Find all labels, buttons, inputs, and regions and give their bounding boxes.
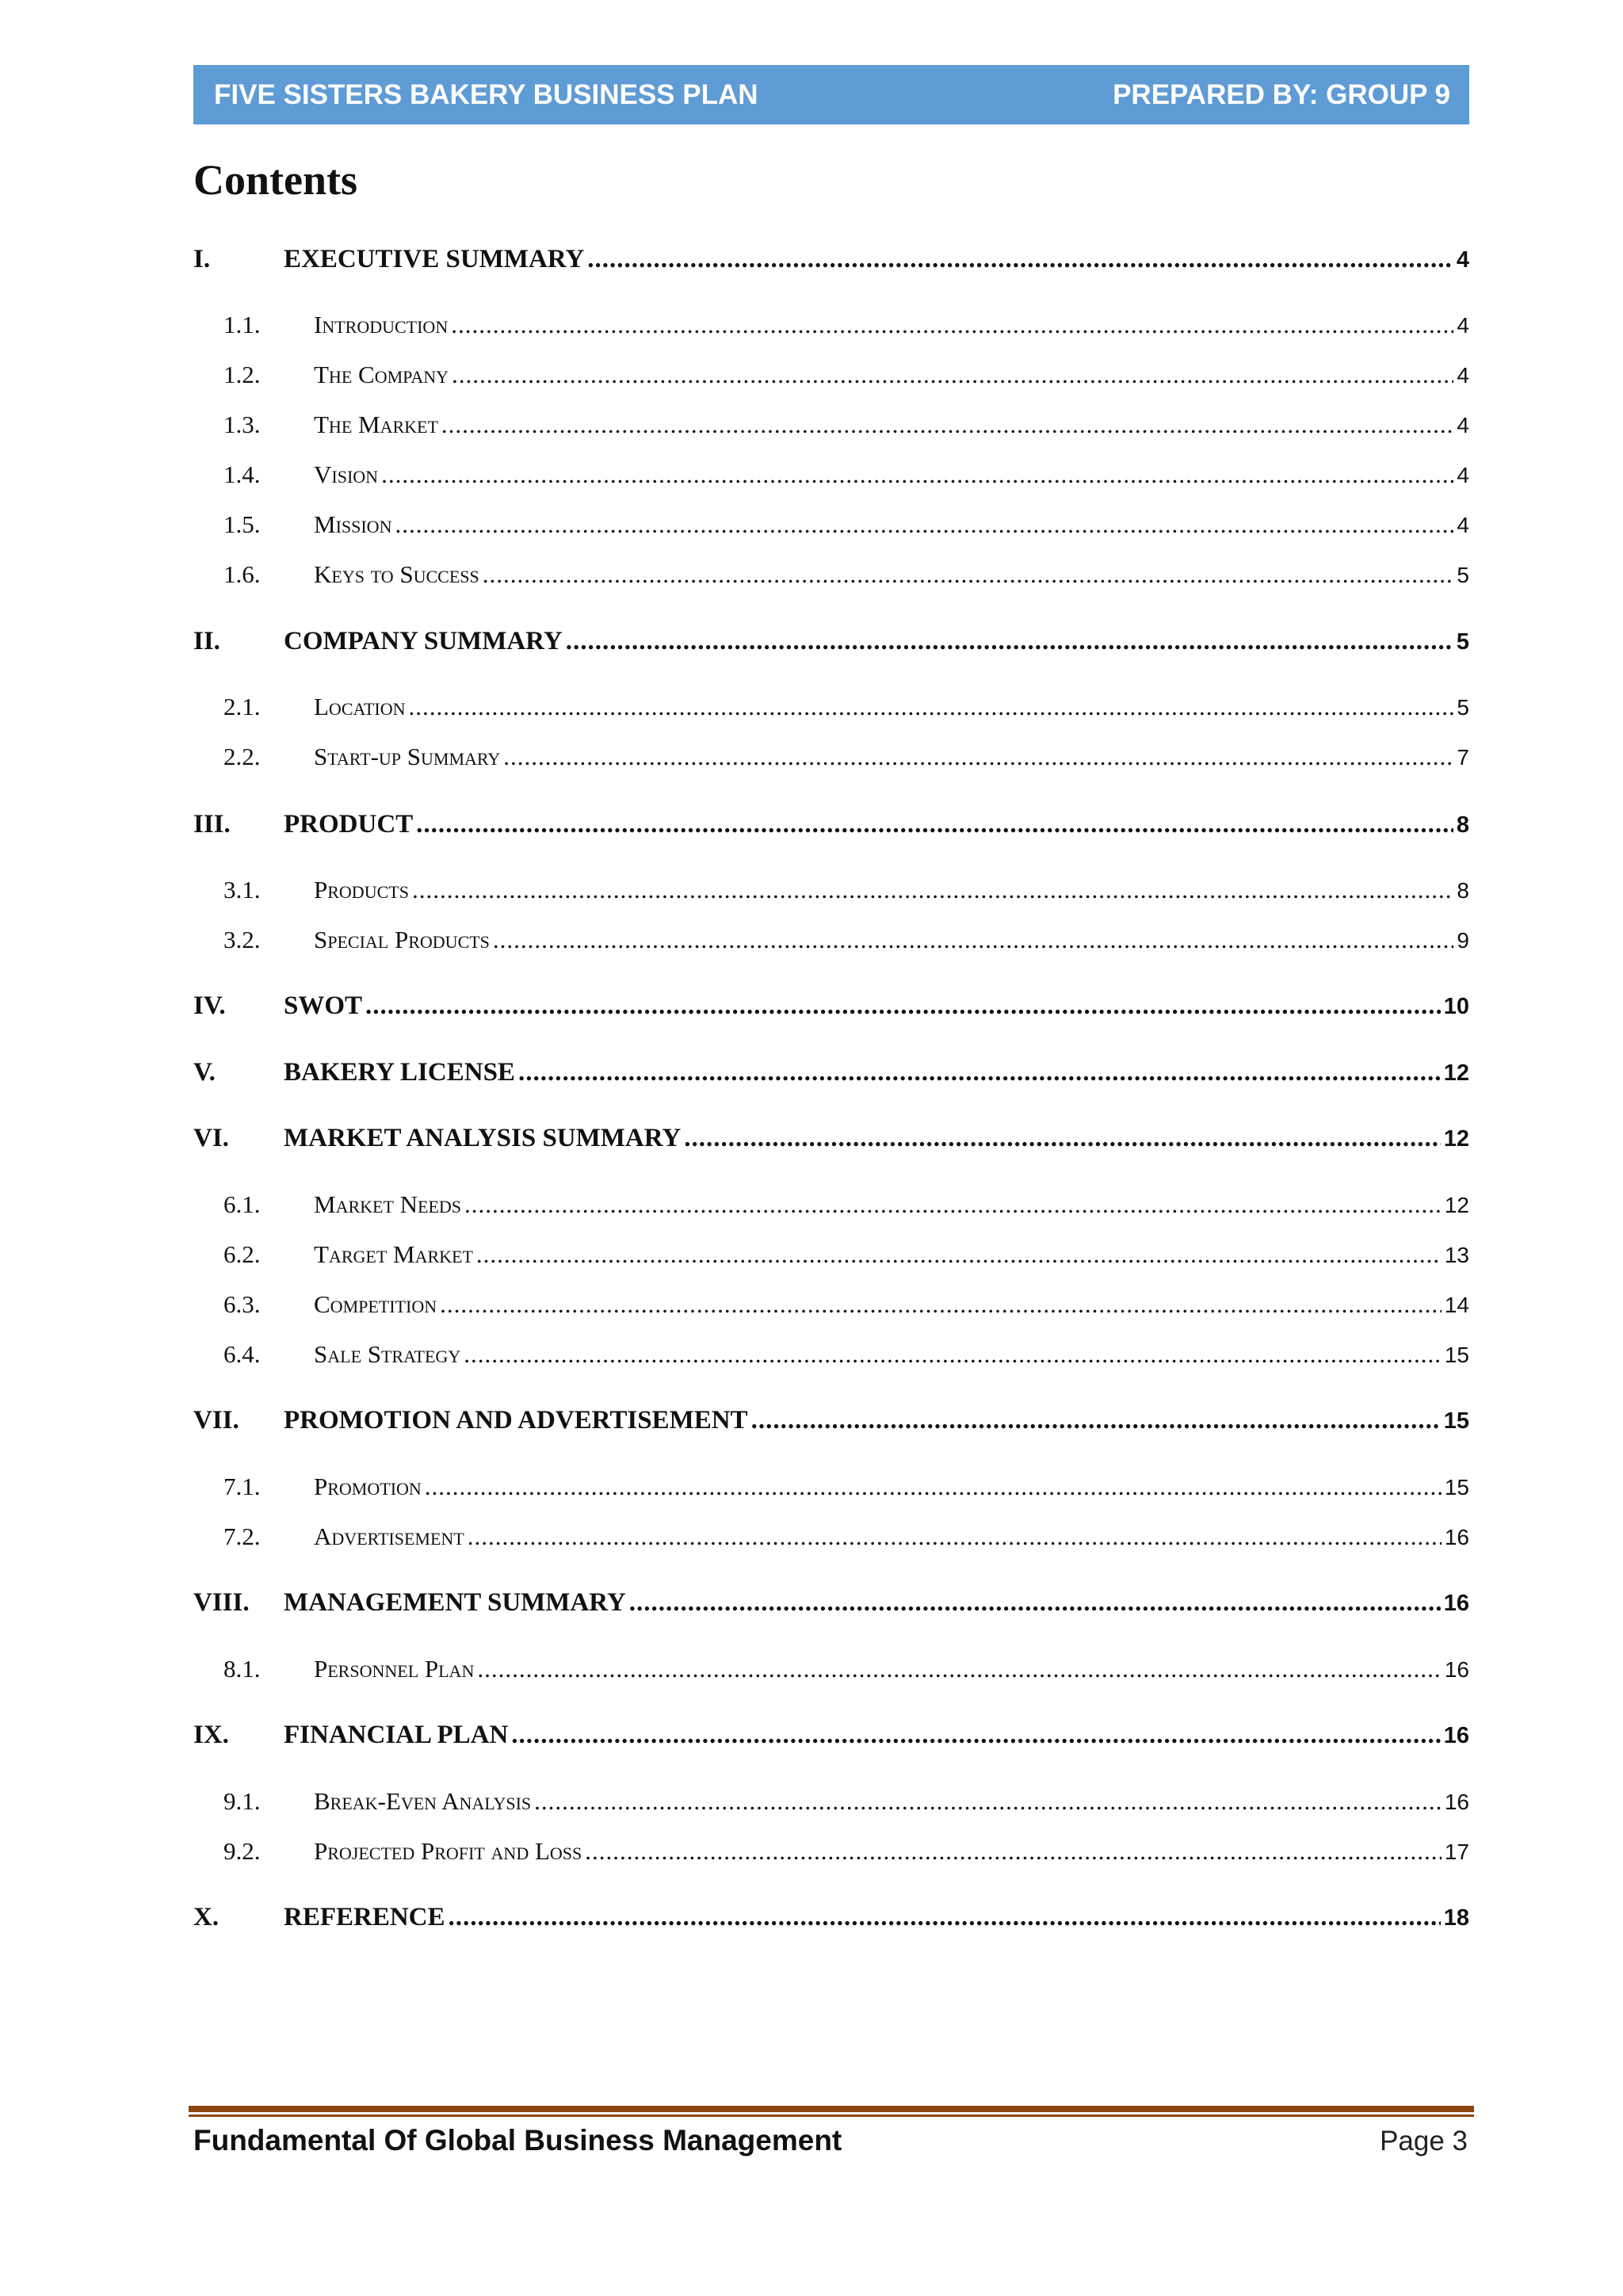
toc-section-entry[interactable] [193, 1588, 1469, 1628]
toc-subsection-entry[interactable] [193, 311, 1469, 350]
toc-dot-leader [409, 693, 1454, 721]
toc-entry-number: III. [193, 810, 231, 839]
toc-entry-label: Personnel Plan [314, 1655, 475, 1683]
toc-subsection-entry[interactable] [193, 460, 1469, 500]
toc-entry-label: Location [314, 693, 406, 720]
toc-entry-page-number: 16 [1443, 1591, 1469, 1616]
toc-dot-leader [440, 1290, 1442, 1319]
toc-subsection-entry[interactable] [193, 1190, 1469, 1230]
toc-dot-leader [587, 245, 1453, 274]
toc-section-entry[interactable] [193, 810, 1469, 850]
toc-entry-label: BAKERY LICENSE [284, 1058, 515, 1087]
toc-entry-label: SWOT [284, 991, 363, 1020]
toc-dot-leader [566, 627, 1453, 656]
toc-entry-number: 9.2. [223, 1837, 261, 1865]
footer-course-title: Fundamental Of Global Business Management [193, 2124, 842, 2157]
toc-entry-page-number: 9 [1457, 928, 1469, 953]
toc-entry-number: 6.1. [223, 1190, 261, 1218]
toc-entry-page-number: 4 [1457, 413, 1469, 437]
toc-entry-label: Introduction [314, 311, 449, 338]
toc-entry-label: PRODUCT [284, 810, 414, 839]
toc-section-entry[interactable] [193, 1406, 1469, 1446]
toc-entry-label: Advertisement [314, 1522, 464, 1550]
toc-entry-number: VIII. [193, 1588, 250, 1617]
toc-section-entry[interactable] [193, 1903, 1469, 1943]
toc-entry-number: 6.2. [223, 1240, 261, 1268]
toc-entry-page-number: 8 [1457, 878, 1469, 903]
toc-entry-page-number: 10 [1443, 994, 1469, 1019]
toc-section-entry[interactable] [193, 1058, 1469, 1098]
toc-dot-leader [511, 1721, 1440, 1750]
toc-entry-number: V. [193, 1058, 216, 1087]
toc-entry-label: Sale Strategy [314, 1340, 461, 1368]
toc-entry-label: Special Products [314, 926, 490, 953]
toc-dot-leader [452, 361, 1453, 389]
toc-subsection-entry[interactable] [193, 1473, 1469, 1512]
toc-dot-leader [518, 1058, 1441, 1087]
toc-entry-page-number: 16 [1444, 1525, 1469, 1549]
toc-entry-label: PROMOTION AND ADVERTISEMENT [284, 1406, 748, 1435]
toc-entry-number: X. [193, 1903, 220, 1931]
toc-dot-leader [534, 1787, 1442, 1816]
toc-dot-leader [449, 1903, 1441, 1932]
toc-entry-page-number: 7 [1457, 745, 1469, 770]
toc-entry-number: 3.1. [223, 876, 261, 904]
toc-dot-leader [493, 926, 1454, 954]
toc-dot-leader [395, 510, 1453, 539]
toc-dot-leader [468, 1522, 1442, 1551]
toc-entry-label: Products [314, 876, 409, 904]
toc-entry-number: 7.2. [223, 1522, 261, 1550]
toc-entry-number: 1.2. [223, 361, 261, 388]
toc-section-entry[interactable] [193, 1721, 1469, 1760]
toc-dot-leader [751, 1406, 1441, 1435]
toc-dot-leader [483, 560, 1454, 589]
toc-entry-number: 9.1. [223, 1787, 261, 1815]
toc-entry-number: 1.5. [223, 510, 261, 538]
toc-entry-label: Target Market [314, 1240, 473, 1268]
toc-subsection-entry[interactable] [193, 693, 1469, 732]
toc-entry-page-number: 15 [1444, 1343, 1469, 1367]
toc-entry-number: IX. [193, 1721, 229, 1749]
toc-subsection-entry[interactable] [193, 560, 1469, 600]
toc-dot-leader [451, 311, 1453, 339]
toc-entry-number: II. [193, 627, 220, 655]
toc-subsection-entry[interactable] [193, 1837, 1469, 1877]
toc-dot-leader [476, 1240, 1442, 1269]
toc-subsection-entry[interactable] [193, 876, 1469, 915]
toc-entry-label: MARKET ANALYSIS SUMMARY [284, 1124, 682, 1152]
toc-entry-label: Start-up Summary [314, 743, 501, 770]
toc-entry-page-number: 8 [1456, 812, 1469, 838]
footer-rule [189, 2106, 1474, 2117]
toc-entry-number: 3.2. [223, 926, 261, 953]
toc-dot-leader [416, 810, 1453, 839]
header-prepared-by: PREPARED BY: GROUP 9 [1113, 78, 1450, 110]
toc-entry-number: 1.1. [223, 311, 261, 338]
toc-entry-number: 8.1. [223, 1655, 261, 1683]
toc-subsection-entry[interactable] [193, 743, 1469, 782]
toc-entry-label: Projected Profit and Loss [314, 1837, 582, 1865]
toc-subsection-entry[interactable] [193, 1655, 1469, 1694]
toc-dot-leader [477, 1655, 1442, 1683]
toc-section-entry[interactable] [193, 627, 1469, 667]
toc-entry-page-number: 15 [1444, 1475, 1469, 1499]
toc-entry-number: VII. [193, 1406, 239, 1435]
toc-entry-page-number: 5 [1457, 563, 1469, 587]
toc-entry-page-number: 4 [1457, 513, 1469, 537]
footer-page-number: Page 3 [1380, 2126, 1468, 2157]
header-document-title: FIVE SISTERS BAKERY BUSINESS PLAN [214, 78, 758, 110]
toc-entry-page-number: 5 [1456, 629, 1469, 655]
toc-entry-page-number: 18 [1443, 1905, 1469, 1931]
toc-dot-leader [684, 1124, 1440, 1153]
toc-subsection-entry[interactable] [193, 926, 1469, 965]
toc-entry-number: IV. [193, 991, 226, 1020]
toc-section-entry[interactable] [193, 991, 1469, 1031]
toc-dot-leader [381, 460, 1453, 489]
toc-entry-label: EXECUTIVE SUMMARY [284, 245, 585, 273]
toc-entry-page-number: 17 [1444, 1839, 1469, 1864]
toc-section-entry[interactable] [193, 245, 1469, 285]
toc-entry-label: Promotion [314, 1473, 422, 1500]
toc-entry-page-number: 16 [1444, 1790, 1469, 1814]
toc-entry-page-number: 13 [1444, 1243, 1469, 1267]
toc-entry-label: Mission [314, 510, 392, 538]
toc-subsection-entry[interactable] [193, 1340, 1469, 1380]
toc-entry-number: 2.2. [223, 743, 261, 770]
toc-entry-number: VI. [193, 1124, 229, 1152]
toc-entry-number: I. [193, 245, 211, 273]
toc-dot-leader [365, 991, 1441, 1021]
toc-dot-leader [412, 876, 1453, 904]
toc-dot-leader [441, 411, 1454, 439]
toc-entry-label: Break-Even Analysis [314, 1787, 532, 1815]
toc-entry-number: 1.4. [223, 460, 261, 488]
toc-dot-leader [425, 1473, 1442, 1501]
toc-entry-label: Competition [314, 1290, 437, 1318]
toc-entry-page-number: 15 [1443, 1408, 1469, 1434]
toc-dot-leader [629, 1588, 1441, 1618]
toc-entry-page-number: 12 [1443, 1126, 1469, 1152]
toc-entry-page-number: 16 [1444, 1657, 1469, 1682]
toc-entry-label: Market Needs [314, 1190, 462, 1218]
toc-entry-page-number: 5 [1457, 695, 1469, 720]
toc-entry-page-number: 4 [1457, 313, 1469, 338]
toc-entry-page-number: 12 [1444, 1193, 1469, 1217]
toc-entry-label: REFERENCE [284, 1903, 445, 1931]
toc-dot-leader [503, 743, 1453, 771]
toc-subsection-entry[interactable] [193, 411, 1469, 450]
toc-subsection-entry[interactable] [193, 1290, 1469, 1330]
toc-entry-number: 1.6. [223, 560, 261, 588]
toc-subsection-entry[interactable] [193, 1787, 1469, 1827]
toc-entry-page-number: 4 [1456, 247, 1469, 273]
toc-section-entry[interactable] [193, 1124, 1469, 1163]
toc-dot-leader [464, 1340, 1442, 1369]
toc-entry-page-number: 14 [1444, 1293, 1469, 1317]
toc-entry-number: 1.3. [223, 411, 261, 438]
toc-dot-leader [464, 1190, 1442, 1219]
toc-subsection-entry[interactable] [193, 510, 1469, 550]
toc-subsection-entry[interactable] [193, 1240, 1469, 1280]
toc-entry-number: 7.1. [223, 1473, 261, 1500]
toc-entry-page-number: 4 [1457, 363, 1469, 388]
toc-dot-leader [585, 1837, 1442, 1866]
toc-entry-label: The Company [314, 361, 449, 388]
toc-entry-number: 6.3. [223, 1290, 261, 1318]
toc-entry-number: 6.4. [223, 1340, 261, 1368]
toc-entry-number: 2.1. [223, 693, 261, 720]
toc-entry-label: COMPANY SUMMARY [284, 627, 563, 655]
contents-heading: Contents [193, 156, 358, 204]
toc-subsection-entry[interactable] [193, 361, 1469, 400]
toc-entry-label: Keys to Success [314, 560, 479, 588]
page-header-bar [193, 65, 1469, 124]
toc-subsection-entry[interactable] [193, 1522, 1469, 1562]
footer-rule-thin [189, 2115, 1474, 2117]
toc-entry-page-number: 12 [1443, 1060, 1469, 1086]
toc-entry-label: FINANCIAL PLAN [284, 1721, 509, 1749]
toc-entry-page-number: 16 [1443, 1723, 1469, 1748]
toc-entry-page-number: 4 [1457, 463, 1469, 487]
toc-entry-label: Vision [314, 460, 379, 488]
toc-entry-label: MANAGEMENT SUMMARY [284, 1588, 626, 1617]
toc-entry-label: The Market [314, 411, 438, 438]
footer-rule-thick [189, 2106, 1474, 2112]
